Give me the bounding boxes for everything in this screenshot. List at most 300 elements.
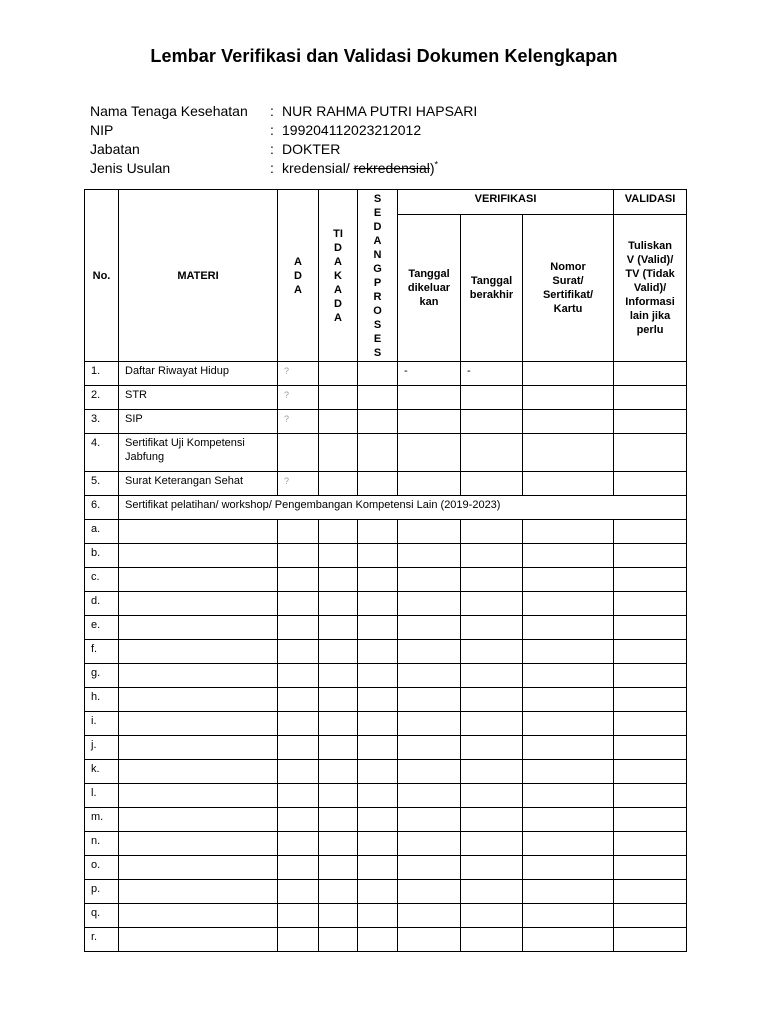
cell-tidak-ada — [319, 434, 358, 472]
info-colon: : — [270, 122, 274, 138]
empty-cell — [398, 664, 461, 688]
empty-cell — [358, 592, 398, 616]
empty-cell — [398, 568, 461, 592]
empty-cell — [319, 640, 358, 664]
cell-ada — [278, 434, 319, 472]
header-text-line: Tanggal — [470, 275, 513, 287]
empty-cell — [319, 904, 358, 928]
header-text-line: kan — [419, 296, 439, 308]
cell-validasi — [614, 434, 687, 472]
empty-cell — [319, 520, 358, 544]
empty-cell — [358, 784, 398, 808]
empty-cell — [119, 856, 278, 880]
info-row-jenis-usulan — [90, 159, 477, 178]
row-number: 4. — [85, 434, 119, 472]
empty-cell — [278, 784, 319, 808]
empty-cell — [278, 640, 319, 664]
empty-cell — [319, 928, 358, 952]
cell-ada — [278, 386, 319, 410]
empty-cell — [278, 928, 319, 952]
empty-cell — [614, 616, 687, 640]
empty-cell — [461, 832, 523, 856]
header-text-line: Valid)/ — [633, 282, 667, 294]
header-text-line: Surat/ — [552, 275, 584, 287]
empty-cell — [358, 856, 398, 880]
table-row — [85, 928, 687, 952]
empty-cell — [523, 832, 614, 856]
cell-tanggal-berakhir — [461, 472, 523, 496]
empty-cell — [461, 880, 523, 904]
header-row-1 — [85, 190, 687, 215]
empty-cell — [398, 760, 461, 784]
empty-cell — [319, 544, 358, 568]
cell-sedang-proses — [358, 386, 398, 410]
header-materi: MATERI — [119, 190, 278, 362]
jenis-usulan-main: kredensial/ — [282, 160, 354, 176]
empty-cell — [614, 904, 687, 928]
header-text-line: A — [294, 283, 302, 296]
table-row — [85, 832, 687, 856]
empty-cell — [461, 640, 523, 664]
empty-cell — [461, 688, 523, 712]
header-text-line: A — [373, 234, 382, 247]
header-text-line: S — [373, 192, 382, 205]
cell-ada — [278, 472, 319, 496]
row-letter: g. — [85, 664, 119, 688]
row-number: 1. — [85, 362, 119, 386]
empty-cell — [319, 736, 358, 760]
empty-cell — [523, 928, 614, 952]
header-text-line: S — [373, 318, 382, 331]
empty-cell — [278, 520, 319, 544]
empty-cell — [398, 688, 461, 712]
empty-cell — [461, 904, 523, 928]
info-block — [90, 102, 477, 178]
cell-validasi — [614, 410, 687, 434]
header-text-line: Nomor — [550, 261, 586, 273]
empty-cell — [319, 688, 358, 712]
info-row-jabatan — [90, 140, 477, 159]
empty-cell — [523, 568, 614, 592]
empty-cell — [119, 736, 278, 760]
empty-cell — [614, 640, 687, 664]
cell-tanggal-berakhir: - — [461, 362, 523, 386]
table-row — [85, 664, 687, 688]
empty-cell — [461, 520, 523, 544]
cell-nomor-surat — [523, 386, 614, 410]
header-text-line: A — [294, 255, 302, 268]
info-label: Jenis Usulan — [90, 160, 171, 176]
cell-tanggal-dikeluarkan — [398, 472, 461, 496]
info-label: Nama Tenaga Kesehatan — [90, 103, 248, 119]
info-value-jabatan: DOKTER — [282, 141, 341, 157]
empty-cell — [358, 712, 398, 736]
empty-cell — [461, 736, 523, 760]
empty-cell — [319, 616, 358, 640]
row-letter: o. — [85, 856, 119, 880]
empty-cell — [398, 712, 461, 736]
empty-cell — [358, 808, 398, 832]
empty-cell — [319, 784, 358, 808]
header-text-line: A — [334, 311, 342, 324]
header-text-line: R — [373, 290, 382, 303]
empty-cell — [319, 832, 358, 856]
header-verifikasi: VERIFIKASI — [398, 190, 614, 215]
header-sedang-proses — [358, 190, 398, 362]
empty-cell — [614, 664, 687, 688]
empty-cell — [319, 880, 358, 904]
empty-cell — [398, 808, 461, 832]
jenis-usulan-struck: rekredensial — [353, 160, 430, 176]
empty-cell — [461, 928, 523, 952]
header-tidak-ada — [319, 190, 358, 362]
empty-cell — [398, 520, 461, 544]
empty-cell — [119, 808, 278, 832]
empty-cell — [278, 664, 319, 688]
empty-cell — [614, 712, 687, 736]
info-value-nama: NUR RAHMA PUTRI HAPSARI — [282, 103, 478, 119]
cell-tanggal-dikeluarkan: - — [398, 362, 461, 386]
empty-cell — [398, 832, 461, 856]
empty-cell — [523, 880, 614, 904]
empty-cell — [461, 616, 523, 640]
empty-cell — [278, 592, 319, 616]
empty-cell — [614, 808, 687, 832]
header-text-line: Sertifikat/ — [542, 289, 594, 301]
header-text-line: O — [373, 304, 382, 317]
info-value-jenis-usulan — [282, 159, 438, 178]
empty-cell — [319, 760, 358, 784]
table-row — [85, 808, 687, 832]
empty-cell — [119, 880, 278, 904]
header-text-line: TV (Tidak — [625, 268, 675, 280]
empty-cell — [523, 736, 614, 760]
info-label: Jabatan — [90, 141, 140, 157]
verification-table — [84, 189, 687, 952]
table-row — [85, 880, 687, 904]
table-row — [85, 760, 687, 784]
info-row-nama — [90, 102, 477, 121]
empty-cell — [358, 904, 398, 928]
cell-nomor-surat — [523, 410, 614, 434]
table-row — [85, 520, 687, 544]
empty-cell — [461, 784, 523, 808]
header-validasi: VALIDASI — [614, 190, 687, 215]
row-letter: k. — [85, 760, 119, 784]
table-row — [85, 386, 687, 410]
header-nomor-surat — [523, 215, 614, 362]
row-number: 5. — [85, 472, 119, 496]
empty-cell — [358, 520, 398, 544]
section-title: Sertifikat pelatihan/ workshop/ Pengembangan Kompetensi Lain (2019-2023) — [119, 496, 687, 520]
empty-cell — [358, 880, 398, 904]
header-text-line: E — [373, 206, 382, 219]
header-tanggal-dikeluarkan — [398, 215, 461, 362]
row-letter: c. — [85, 568, 119, 592]
info-colon: : — [270, 141, 274, 157]
row-materi: Surat Keterangan Sehat — [119, 472, 278, 496]
empty-cell — [358, 688, 398, 712]
empty-cell — [278, 832, 319, 856]
empty-cell — [319, 712, 358, 736]
info-row-nip — [90, 121, 477, 140]
info-label: NIP — [90, 122, 114, 138]
empty-cell — [278, 616, 319, 640]
header-text-line: Informasi — [625, 296, 675, 308]
header-text-line: dikeluar — [407, 282, 451, 294]
empty-cell — [278, 760, 319, 784]
cell-nomor-surat — [523, 434, 614, 472]
empty-cell — [461, 856, 523, 880]
empty-cell — [398, 880, 461, 904]
header-text-line: A — [334, 255, 342, 268]
header-text-line: D — [334, 241, 342, 254]
empty-cell — [523, 640, 614, 664]
row-letter: e. — [85, 616, 119, 640]
page-title: Lembar Verifikasi dan Validasi Dokumen Kelengkapan — [150, 46, 618, 66]
status-mark: ? — [284, 476, 290, 486]
empty-cell — [614, 880, 687, 904]
empty-cell — [461, 808, 523, 832]
empty-cell — [119, 520, 278, 544]
header-ada — [278, 190, 319, 362]
row-letter: i. — [85, 712, 119, 736]
empty-cell — [319, 856, 358, 880]
empty-cell — [398, 904, 461, 928]
empty-cell — [398, 784, 461, 808]
table-row — [85, 736, 687, 760]
table-row — [85, 856, 687, 880]
empty-cell — [278, 712, 319, 736]
cell-tanggal-berakhir — [461, 386, 523, 410]
table-row — [85, 592, 687, 616]
empty-cell — [523, 520, 614, 544]
empty-cell — [523, 616, 614, 640]
empty-cell — [523, 544, 614, 568]
header-text-line: D — [334, 297, 342, 310]
row-materi: STR — [119, 386, 278, 410]
empty-cell — [358, 928, 398, 952]
cell-tanggal-berakhir — [461, 410, 523, 434]
empty-cell — [119, 688, 278, 712]
row-materi: Sertifikat Uji Kompetensi Jabfung — [119, 434, 278, 472]
empty-cell — [278, 904, 319, 928]
empty-cell — [358, 832, 398, 856]
table-row — [85, 640, 687, 664]
cell-sedang-proses — [358, 410, 398, 434]
cell-ada — [278, 410, 319, 434]
cell-tanggal-dikeluarkan — [398, 434, 461, 472]
empty-cell — [461, 592, 523, 616]
row-letter: d. — [85, 592, 119, 616]
empty-cell — [358, 640, 398, 664]
header-text-line: Tuliskan — [628, 240, 672, 252]
header-text-line: V (Valid)/ — [626, 254, 674, 266]
empty-cell — [614, 760, 687, 784]
empty-cell — [398, 616, 461, 640]
empty-cell — [278, 880, 319, 904]
empty-cell — [614, 928, 687, 952]
cell-nomor-surat — [523, 472, 614, 496]
empty-cell — [119, 568, 278, 592]
empty-cell — [119, 664, 278, 688]
empty-cell — [614, 856, 687, 880]
empty-cell — [278, 544, 319, 568]
header-text-line: D — [373, 220, 382, 233]
cell-validasi — [614, 362, 687, 386]
header-tanggal-berakhir — [461, 215, 523, 362]
empty-cell — [119, 784, 278, 808]
cell-tidak-ada — [319, 362, 358, 386]
empty-cell — [398, 856, 461, 880]
header-no: No. — [85, 190, 119, 362]
cell-tanggal-berakhir — [461, 434, 523, 472]
empty-cell — [461, 760, 523, 784]
section-row — [85, 496, 687, 520]
table-row — [85, 434, 687, 472]
row-materi: Daftar Riwayat Hidup — [119, 362, 278, 386]
cell-ada — [278, 362, 319, 386]
table-row — [85, 472, 687, 496]
cell-sedang-proses — [358, 434, 398, 472]
info-colon: : — [270, 160, 274, 176]
table-row — [85, 362, 687, 386]
empty-cell — [461, 568, 523, 592]
row-letter: m. — [85, 808, 119, 832]
cell-tanggal-dikeluarkan — [398, 386, 461, 410]
empty-cell — [614, 568, 687, 592]
row-letter: b. — [85, 544, 119, 568]
header-text-line: P — [373, 276, 382, 289]
empty-cell — [523, 904, 614, 928]
empty-cell — [614, 832, 687, 856]
empty-cell — [614, 592, 687, 616]
header-tuliskan — [614, 215, 687, 362]
cell-sedang-proses — [358, 362, 398, 386]
empty-cell — [119, 616, 278, 640]
cell-nomor-surat — [523, 362, 614, 386]
empty-cell — [523, 808, 614, 832]
empty-cell — [119, 760, 278, 784]
empty-cell — [398, 640, 461, 664]
header-text-line: S — [373, 346, 382, 359]
empty-cell — [278, 568, 319, 592]
row-letter: l. — [85, 784, 119, 808]
empty-cell — [398, 928, 461, 952]
row-letter: r. — [85, 928, 119, 952]
row-letter: q. — [85, 904, 119, 928]
header-text-line: TI — [333, 227, 343, 240]
empty-cell — [278, 808, 319, 832]
table-row — [85, 568, 687, 592]
info-value-nip: 199204112023212012 — [282, 122, 422, 138]
empty-cell — [358, 760, 398, 784]
empty-cell — [319, 568, 358, 592]
header-text-line: berakhir — [469, 289, 514, 301]
empty-cell — [319, 808, 358, 832]
jenis-usulan-close: ) — [429, 160, 435, 176]
empty-cell — [119, 904, 278, 928]
empty-cell — [278, 856, 319, 880]
empty-cell — [119, 832, 278, 856]
empty-cell — [119, 640, 278, 664]
empty-cell — [398, 544, 461, 568]
empty-cell — [461, 664, 523, 688]
status-mark: ? — [284, 390, 290, 400]
cell-tidak-ada — [319, 410, 358, 434]
table-row — [85, 688, 687, 712]
cell-validasi — [614, 472, 687, 496]
header-text-line: Kartu — [553, 303, 583, 315]
cell-validasi — [614, 386, 687, 410]
header-text-line: K — [334, 269, 342, 282]
header-text-line: G — [373, 262, 382, 275]
row-letter: a. — [85, 520, 119, 544]
row-letter: j. — [85, 736, 119, 760]
empty-cell — [614, 736, 687, 760]
row-letter: p. — [85, 880, 119, 904]
row-letter: f. — [85, 640, 119, 664]
empty-cell — [119, 928, 278, 952]
empty-cell — [614, 784, 687, 808]
header-text-line: Tanggal — [408, 268, 450, 280]
row-letter: h. — [85, 688, 119, 712]
empty-cell — [614, 520, 687, 544]
empty-cell — [523, 784, 614, 808]
empty-cell — [119, 592, 278, 616]
empty-cell — [461, 544, 523, 568]
header-text-line: E — [373, 332, 382, 345]
empty-cell — [523, 664, 614, 688]
header-text-line: D — [294, 269, 302, 282]
status-mark: ? — [284, 414, 290, 424]
table-row — [85, 904, 687, 928]
cell-tidak-ada — [319, 472, 358, 496]
empty-cell — [278, 736, 319, 760]
cell-sedang-proses — [358, 472, 398, 496]
header-text-line: N — [373, 248, 382, 261]
cell-tidak-ada — [319, 386, 358, 410]
empty-cell — [358, 664, 398, 688]
cell-tanggal-dikeluarkan — [398, 410, 461, 434]
empty-cell — [119, 544, 278, 568]
empty-cell — [523, 760, 614, 784]
empty-cell — [614, 544, 687, 568]
row-number: 2. — [85, 386, 119, 410]
empty-cell — [461, 712, 523, 736]
table-row — [85, 544, 687, 568]
table-row — [85, 784, 687, 808]
empty-cell — [523, 688, 614, 712]
empty-cell — [358, 616, 398, 640]
footnote-mark: * — [434, 159, 439, 170]
row-number: 6. — [85, 496, 119, 520]
empty-cell — [119, 712, 278, 736]
empty-cell — [319, 592, 358, 616]
empty-cell — [398, 592, 461, 616]
row-materi: SIP — [119, 410, 278, 434]
empty-cell — [523, 856, 614, 880]
table-row — [85, 410, 687, 434]
table-row — [85, 616, 687, 640]
empty-cell — [614, 688, 687, 712]
empty-cell — [523, 712, 614, 736]
status-mark: ? — [284, 366, 290, 376]
row-number: 3. — [85, 410, 119, 434]
empty-cell — [398, 736, 461, 760]
header-text-line: lain jika — [629, 310, 671, 322]
row-letter: n. — [85, 832, 119, 856]
